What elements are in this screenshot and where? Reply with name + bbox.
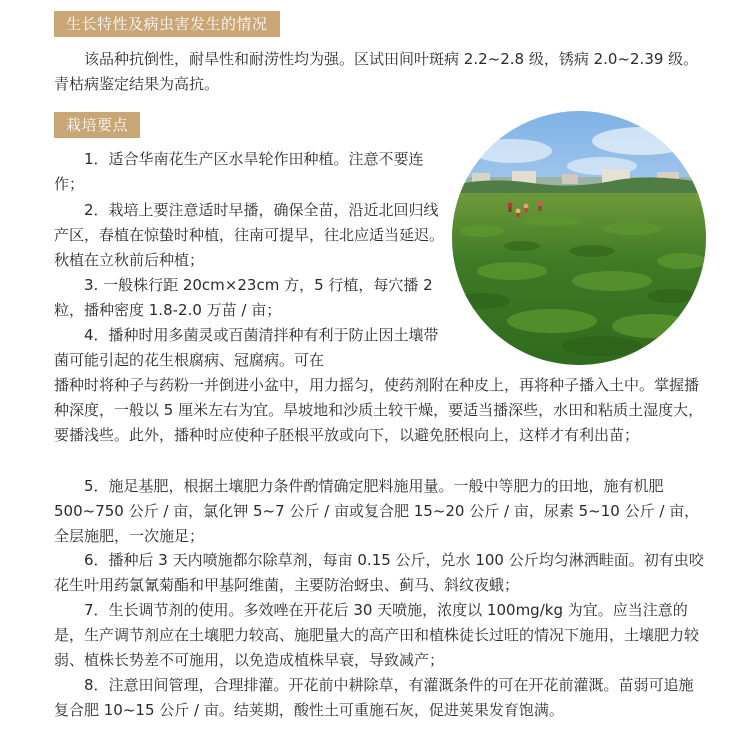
intro-paragraph: 该品种抗倒性，耐旱性和耐涝性均为强。区试田间叶斑病 2.2~2.8 级，锈病 2.0~2.39 级。青枯病鉴定结果为高抗。 <box>54 50 699 93</box>
point-6: 6．播种后 3 天内喷施都尔除草剂，每亩 0.15 公斤，兑水 100 公斤均匀淋洒畦面。初有虫咬花生叶用药氯氰菊酯和甲基阿维菌，主要防治蚜虫、蓟马、斜纹夜蛾； <box>54 551 704 594</box>
point-7: 7．生长调节剂的使用。多效唑在开花后 30 天喷施，浓度以 100mg/kg 为宜。应当注意的是，生产调节剂应在土壤肥力较高、施肥量大的高产田和植株徒长过旺的情况下施用，土壤肥力较弱、植株长势差不可施用，以免造成植株早衰，导致减产； <box>54 601 700 669</box>
point-5: 5．施足基肥，根据土壤肥力条件酌情确定肥料施用量。一般中等肥力的田地，施有机肥 500~750 公斤 / 亩，氯化钾 5~7 公斤 / 亩或复合肥 15~20 公斤 / 亩，尿素 5~10 公斤 / 亩，全层施肥，一次施足； <box>54 477 700 545</box>
point-3: 3. 一般株行距 20cm×23cm 方，5 行植，每穴播 2 粒，播种密度 1.8-2.0 万苗 / 亩； <box>54 276 433 319</box>
point-2: 2．栽培上要注意适时早播，确保全苗，沿近北回归线产区，春植在惊蛰时种植，往南可提早，往北应适当延迟。秋植在立秋前后种植； <box>54 201 445 269</box>
section-title-cultivation: 栽培要点 <box>54 112 140 138</box>
peanut-field-photo <box>452 111 706 365</box>
point-8: 8．注意田间管理，合理排灌。开花前中耕除草，有灌溉条件的可在开花前灌溉。苗弱可追施复合肥 10~15 公斤 / 亩。结荚期，酸性土可重施石灰，促进荚果发育饱满。 <box>54 676 694 719</box>
point-4-continued: 播种时将种子与药粉一并倒进小盆中，用力摇匀，使药剂附在种皮上，再将种子播入土中。掌握播种深度，一般以 5 厘米左右为宜。旱坡地和沙质土较干燥，要适当播深些，水田和粘质土湿度大，要播浅些。此外，播种时应使种子胚根平放或向下，以避免胚根向上，这样才有利出苗； <box>54 376 704 444</box>
point-4-start: 4．播种时用多菌灵或百菌清拌种有利于防止因土壤带菌可能引起的花生根腐病、冠腐病。可在 <box>54 326 439 369</box>
section-title-growth: 生长特性及病虫害发生的情况 <box>54 11 280 37</box>
point-1: 1．适合华南花生产区水旱轮作田种植。注意不要连作； <box>54 150 424 193</box>
